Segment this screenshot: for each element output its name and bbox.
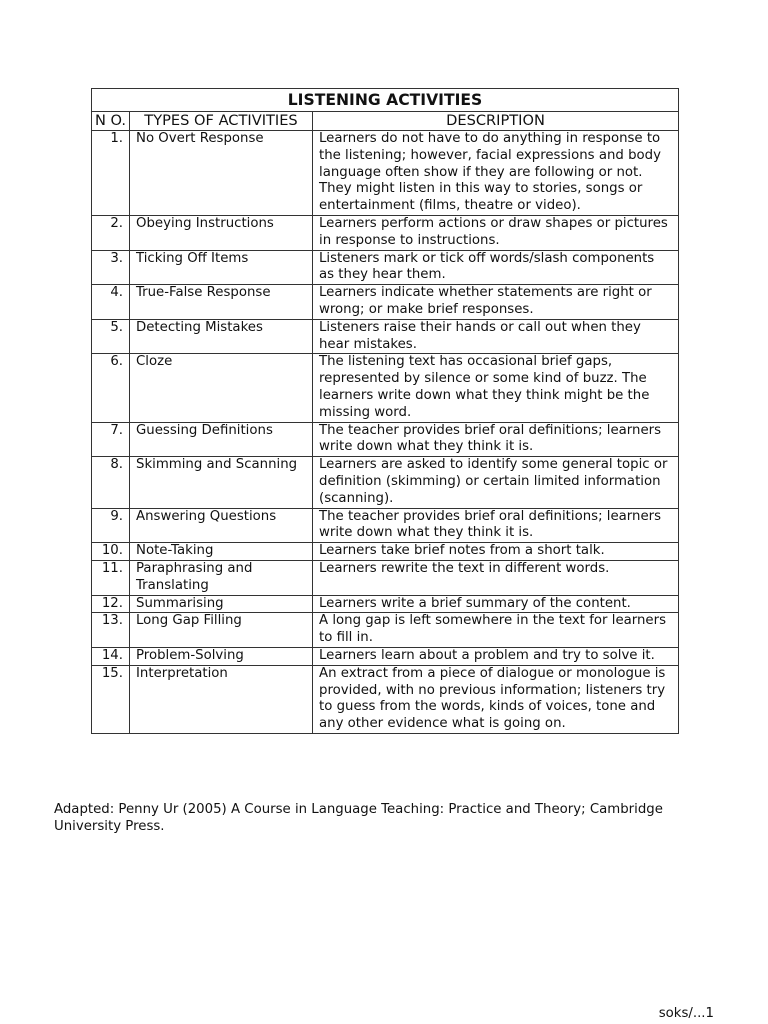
header-description: DESCRIPTION bbox=[313, 112, 679, 131]
activity-description: An extract from a piece of dialogue or monologue is provided, with no previous information; listeners try to guess from the words, kinds of voices, tone and any other evidence what is going on. bbox=[313, 665, 679, 733]
row-number: 8. bbox=[92, 457, 130, 508]
table-title-row bbox=[92, 89, 679, 112]
row-number: 12. bbox=[92, 595, 130, 613]
row-number: 2. bbox=[92, 215, 130, 250]
activity-description: Learners write a brief summary of the content. bbox=[313, 595, 679, 613]
activity-description: A long gap is left somewhere in the text for learners to fill in. bbox=[313, 613, 679, 648]
activity-description: Learners do not have to do anything in response to the listening; however, facial expressions and body language often show if they are following or not. They might listen in this way to stories, songs or entertainment (films, theatre or video). bbox=[313, 131, 679, 216]
row-number: 13. bbox=[92, 613, 130, 648]
page-footer: soks/...1 bbox=[658, 1006, 714, 1021]
table-row bbox=[92, 422, 679, 457]
activity-type: Long Gap Filling bbox=[130, 613, 313, 648]
activity-description: The teacher provides brief oral definitions; learners write down what they think it is. bbox=[313, 422, 679, 457]
table-row bbox=[92, 285, 679, 320]
table-row bbox=[92, 131, 679, 216]
table-title: LISTENING ACTIVITIES bbox=[92, 89, 679, 112]
activity-type: Paraphrasing and Translating bbox=[130, 560, 313, 595]
activity-description: Learners take brief notes from a short talk. bbox=[313, 543, 679, 561]
activity-type: Obeying Instructions bbox=[130, 215, 313, 250]
activity-type: True-False Response bbox=[130, 285, 313, 320]
row-number: 5. bbox=[92, 319, 130, 354]
listening-activities-table bbox=[91, 88, 679, 734]
table-row bbox=[92, 319, 679, 354]
row-number: 11. bbox=[92, 560, 130, 595]
activity-type: Interpretation bbox=[130, 665, 313, 733]
activity-description: Learners learn about a problem and try to solve it. bbox=[313, 647, 679, 665]
row-number: 9. bbox=[92, 508, 130, 543]
activity-type: Problem-Solving bbox=[130, 647, 313, 665]
activity-type: Note-Taking bbox=[130, 543, 313, 561]
row-number: 10. bbox=[92, 543, 130, 561]
row-number: 6. bbox=[92, 354, 130, 422]
table-row bbox=[92, 457, 679, 508]
header-types-of-activities: TYPES OF ACTIVITIES bbox=[130, 112, 313, 131]
activity-type: Detecting Mistakes bbox=[130, 319, 313, 354]
row-number: 3. bbox=[92, 250, 130, 285]
activity-description: Learners perform actions or draw shapes or pictures in response to instructions. bbox=[313, 215, 679, 250]
source-citation: Adapted: Penny Ur (2005) A Course in Language Teaching: Practice and Theory; Cambridge University Press. bbox=[54, 802, 663, 834]
activity-description: Listeners raise their hands or call out when they hear mistakes. bbox=[313, 319, 679, 354]
activity-type: Ticking Off Items bbox=[130, 250, 313, 285]
row-number: 14. bbox=[92, 647, 130, 665]
activity-type: Skimming and Scanning bbox=[130, 457, 313, 508]
activity-description: Learners indicate whether statements are right or wrong; or make brief responses. bbox=[313, 285, 679, 320]
row-number: 4. bbox=[92, 285, 130, 320]
row-number: 7. bbox=[92, 422, 130, 457]
table-row bbox=[92, 560, 679, 595]
table-row bbox=[92, 665, 679, 733]
table-row bbox=[92, 354, 679, 422]
table-row bbox=[92, 613, 679, 648]
activity-type: Summarising bbox=[130, 595, 313, 613]
table-row bbox=[92, 543, 679, 561]
row-number: 15. bbox=[92, 665, 130, 733]
table-header-row bbox=[92, 112, 679, 131]
table-row bbox=[92, 215, 679, 250]
activity-description: Learners are asked to identify some general topic or definition (skimming) or certain limited information (scanning). bbox=[313, 457, 679, 508]
activity-description: The teacher provides brief oral definitions; learners write down what they think it is. bbox=[313, 508, 679, 543]
activity-description: Learners rewrite the text in different words. bbox=[313, 560, 679, 595]
table-row bbox=[92, 647, 679, 665]
activity-description: Listeners mark or tick off words/slash components as they hear them. bbox=[313, 250, 679, 285]
table-row bbox=[92, 595, 679, 613]
activity-type: No Overt Response bbox=[130, 131, 313, 216]
activity-type: Guessing Definitions bbox=[130, 422, 313, 457]
table-row bbox=[92, 508, 679, 543]
activity-description: The listening text has occasional brief gaps, represented by silence or some kind of buzz. The learners write down what they think might be the missing word. bbox=[313, 354, 679, 422]
header-no: N O. bbox=[92, 112, 130, 131]
activity-type: Cloze bbox=[130, 354, 313, 422]
table-row bbox=[92, 250, 679, 285]
activity-type: Answering Questions bbox=[130, 508, 313, 543]
row-number: 1. bbox=[92, 131, 130, 216]
